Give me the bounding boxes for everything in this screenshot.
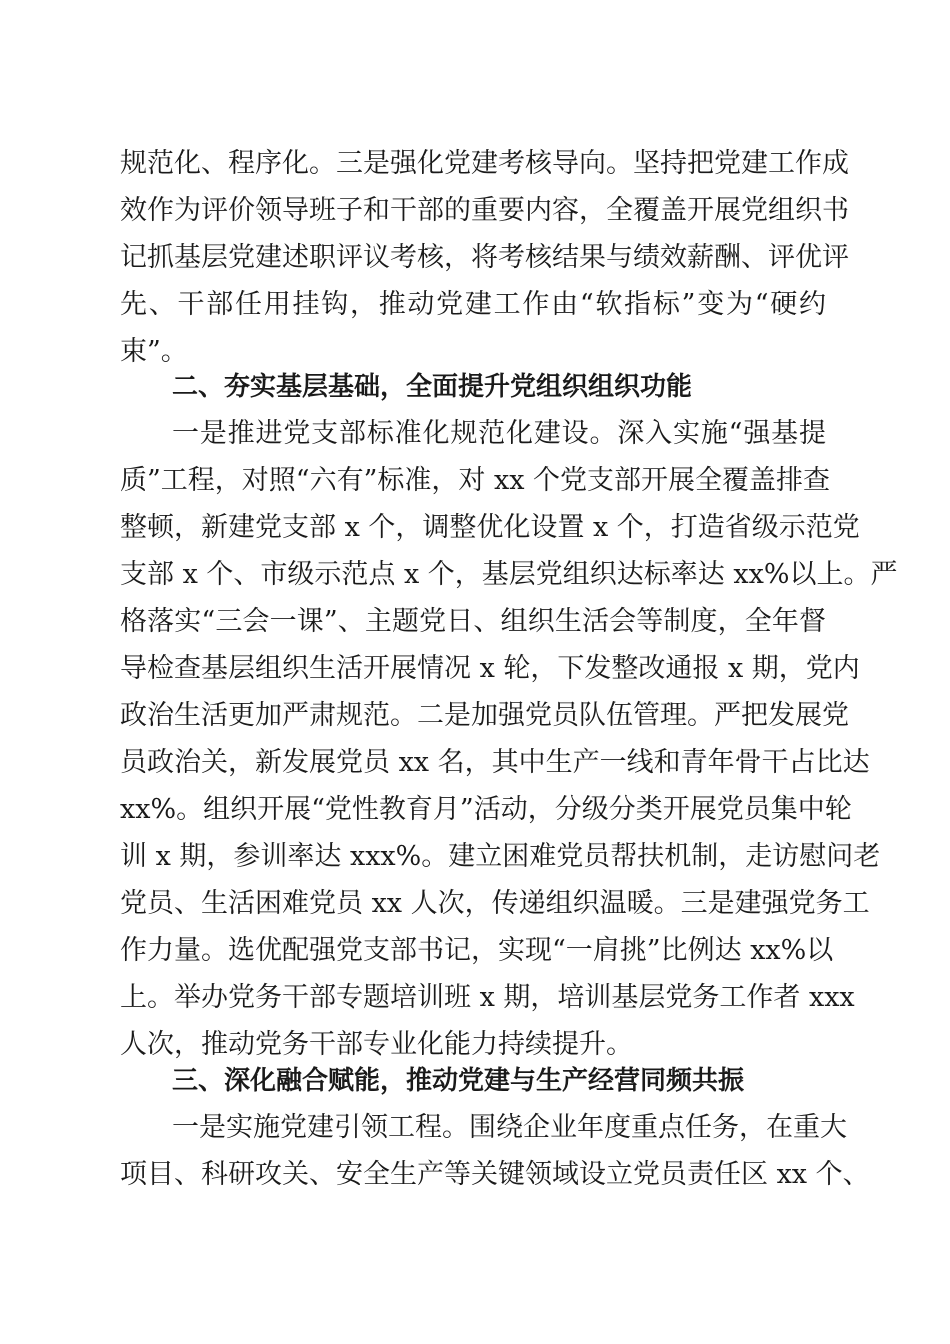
paragraph-first-line: 一是推进党支部标准化规范化建设。深入实施“强基提 [172,418,826,449]
paragraph-line: 支部 x 个、市级示范点 x 个，基层党组织达标率达 xx%以上。严 [120,559,898,590]
paragraph-line: 作力量。选优配强党支部书记，实现“一肩挑”比例达 xx%以 [120,935,834,966]
paragraph-line: 束”。 [120,336,188,367]
paragraph-line: 导检查基层组织生活开展情况 x 轮，下发整改通报 x 期，党内 [120,653,860,684]
paragraph-first-line: 一是实施党建引领工程。围绕企业年度重点任务，在重大 [172,1112,847,1143]
paragraph-line: 员政治关，新发展党员 xx 名，其中生产一线和青年骨干占比达 [120,747,870,778]
paragraph-line: 整顿，新建党支部 x 个，调整优化设置 x 个，打造省级示范党 [120,512,860,543]
paragraph-line: 规范化、程序化。三是强化党建考核导向。坚持把党建工作成 [120,148,849,179]
paragraph-line: 效作为评价领导班子和干部的重要内容，全覆盖开展党组织书 [120,195,849,226]
paragraph-line: 党员、生活困难党员 xx 人次，传递组织温暖。三是建强党务工 [120,888,870,919]
paragraph-line: 人次，推动党务干部专业化能力持续提升。 [120,1029,633,1060]
paragraph-line: xx%。组织开展“党性教育月”活动，分级分类开展党员集中轮 [120,794,852,825]
paragraph-line: 训 x 期，参训率达 xxx%。建立困难党员帮扶机制，走访慰问老 [120,841,881,872]
paragraph-line: 政治生活更加严肃规范。二是加强党员队伍管理。严把发展党 [120,700,849,731]
paragraph-line: 记抓基层党建述职评议考核，将考核结果与绩效薪酬、评优评 [120,242,849,273]
paragraph-line: 质”工程，对照“六有”标准，对 xx 个党支部开展全覆盖排查 [120,465,831,496]
paragraph-line: 先、干部任用挂钩，推动党建工作由“软指标”变为“硬约 [120,289,826,320]
paragraph-line: 上。举办党务干部专题培训班 x 期，培训基层党务工作者 xxx [120,982,855,1013]
section-heading-2: 二、夯实基层基础，全面提升党组织组织功能 [172,372,693,402]
paragraph-line: 格落实“三会一课”、主题党日、组织生活会等制度，全年督 [120,606,826,637]
section-heading-3: 三、深化融合赋能，推动党建与生产经营同频共振 [172,1066,745,1096]
paragraph-line: 项目、科研攻关、安全生产等关键领域设立党员责任区 xx 个、 [120,1159,870,1190]
